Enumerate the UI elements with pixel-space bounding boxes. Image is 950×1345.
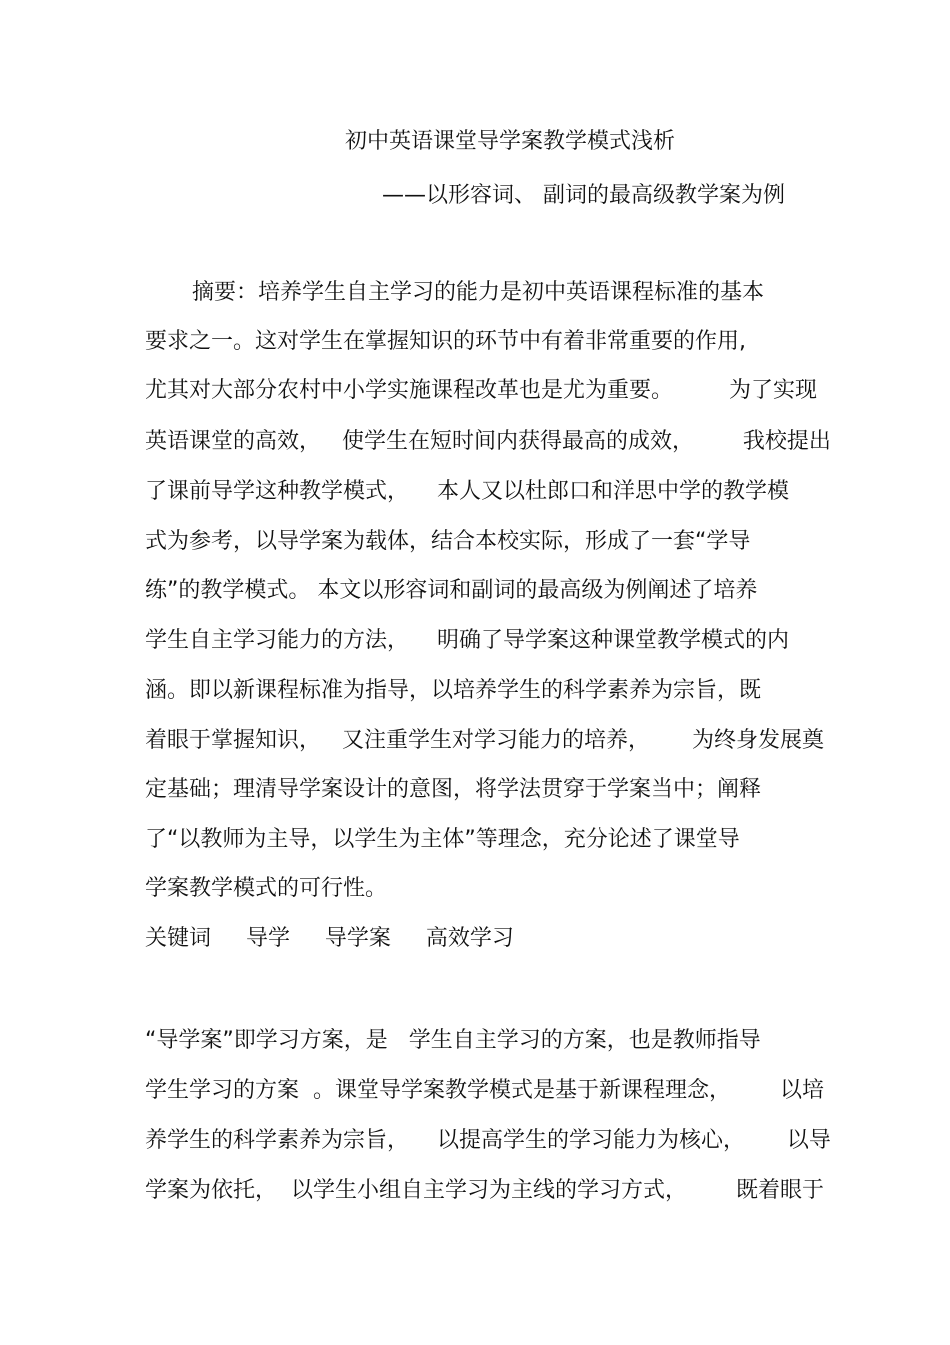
abstract-line: 要求之一。这对学生在掌握知识的环节中有着非常重要的作用, bbox=[145, 329, 746, 354]
abstract-line: 了课前导学这种教学模式， 本人又以杜郎口和洋思中学的教学模 bbox=[145, 479, 789, 504]
abstract-line: 英语课堂的高效， 使学生在短时间内获得最高的成效， 我校提出 bbox=[145, 429, 831, 454]
abstract-line: 学生自主学习能力的方法， 明确了导学案这种课堂教学模式的内 bbox=[145, 628, 789, 653]
body-line: 学案为依托， 以学生小组自主学习为主线的学习方式， 既着眼于 bbox=[145, 1178, 824, 1203]
abstract-line: 练”的教学模式。 本文以形容词和副词的最高级为例阐述了培养 bbox=[145, 578, 758, 603]
keywords-line: 关键词 导学 导学案 高效学习 bbox=[145, 926, 514, 951]
body-line: 学生学习的方案 。课堂导学案教学模式是基于新课程理念， 以培 bbox=[145, 1078, 824, 1103]
abstract-line: 定基础；理清导学案设计的意图，将学法贯穿于学案当中；阐释 bbox=[145, 777, 762, 802]
document-title: 初中英语课堂导学案教学模式浅析 bbox=[345, 129, 676, 154]
abstract-line: 了“以教师为主导，以学生为主体”等理念，充分论述了课堂导 bbox=[145, 827, 740, 852]
abstract-line: 尤其对大部分农村中小学实施课程改革也是尤为重要。 为了实现 bbox=[145, 378, 817, 403]
body-line: 养学生的科学素养为宗旨， 以提高学生的学习能力为核心， 以导 bbox=[145, 1128, 831, 1153]
abstract-line: 式为参考，以导学案为载体，结合本校实际，形成了一套“学导 bbox=[145, 529, 751, 554]
abstract-line: 涵。即以新课程标准为指导，以培养学生的科学素养为宗旨，既 bbox=[145, 678, 762, 703]
body-line: “导学案”即学习方案，是 学生自主学习的方案，也是教师指导 bbox=[145, 1028, 761, 1053]
abstract-line: 着眼于掌握知识， 又注重学生对学习能力的培养， 为终身发展奠 bbox=[145, 728, 824, 753]
abstract-line: 摘要：培养学生自主学习的能力是初中英语课程标准的基本 bbox=[192, 280, 765, 305]
document-subtitle: ——以形容词、 副词的最高级教学案为例 bbox=[382, 183, 785, 208]
abstract-line: 学案教学模式的可行性。 bbox=[145, 876, 388, 901]
